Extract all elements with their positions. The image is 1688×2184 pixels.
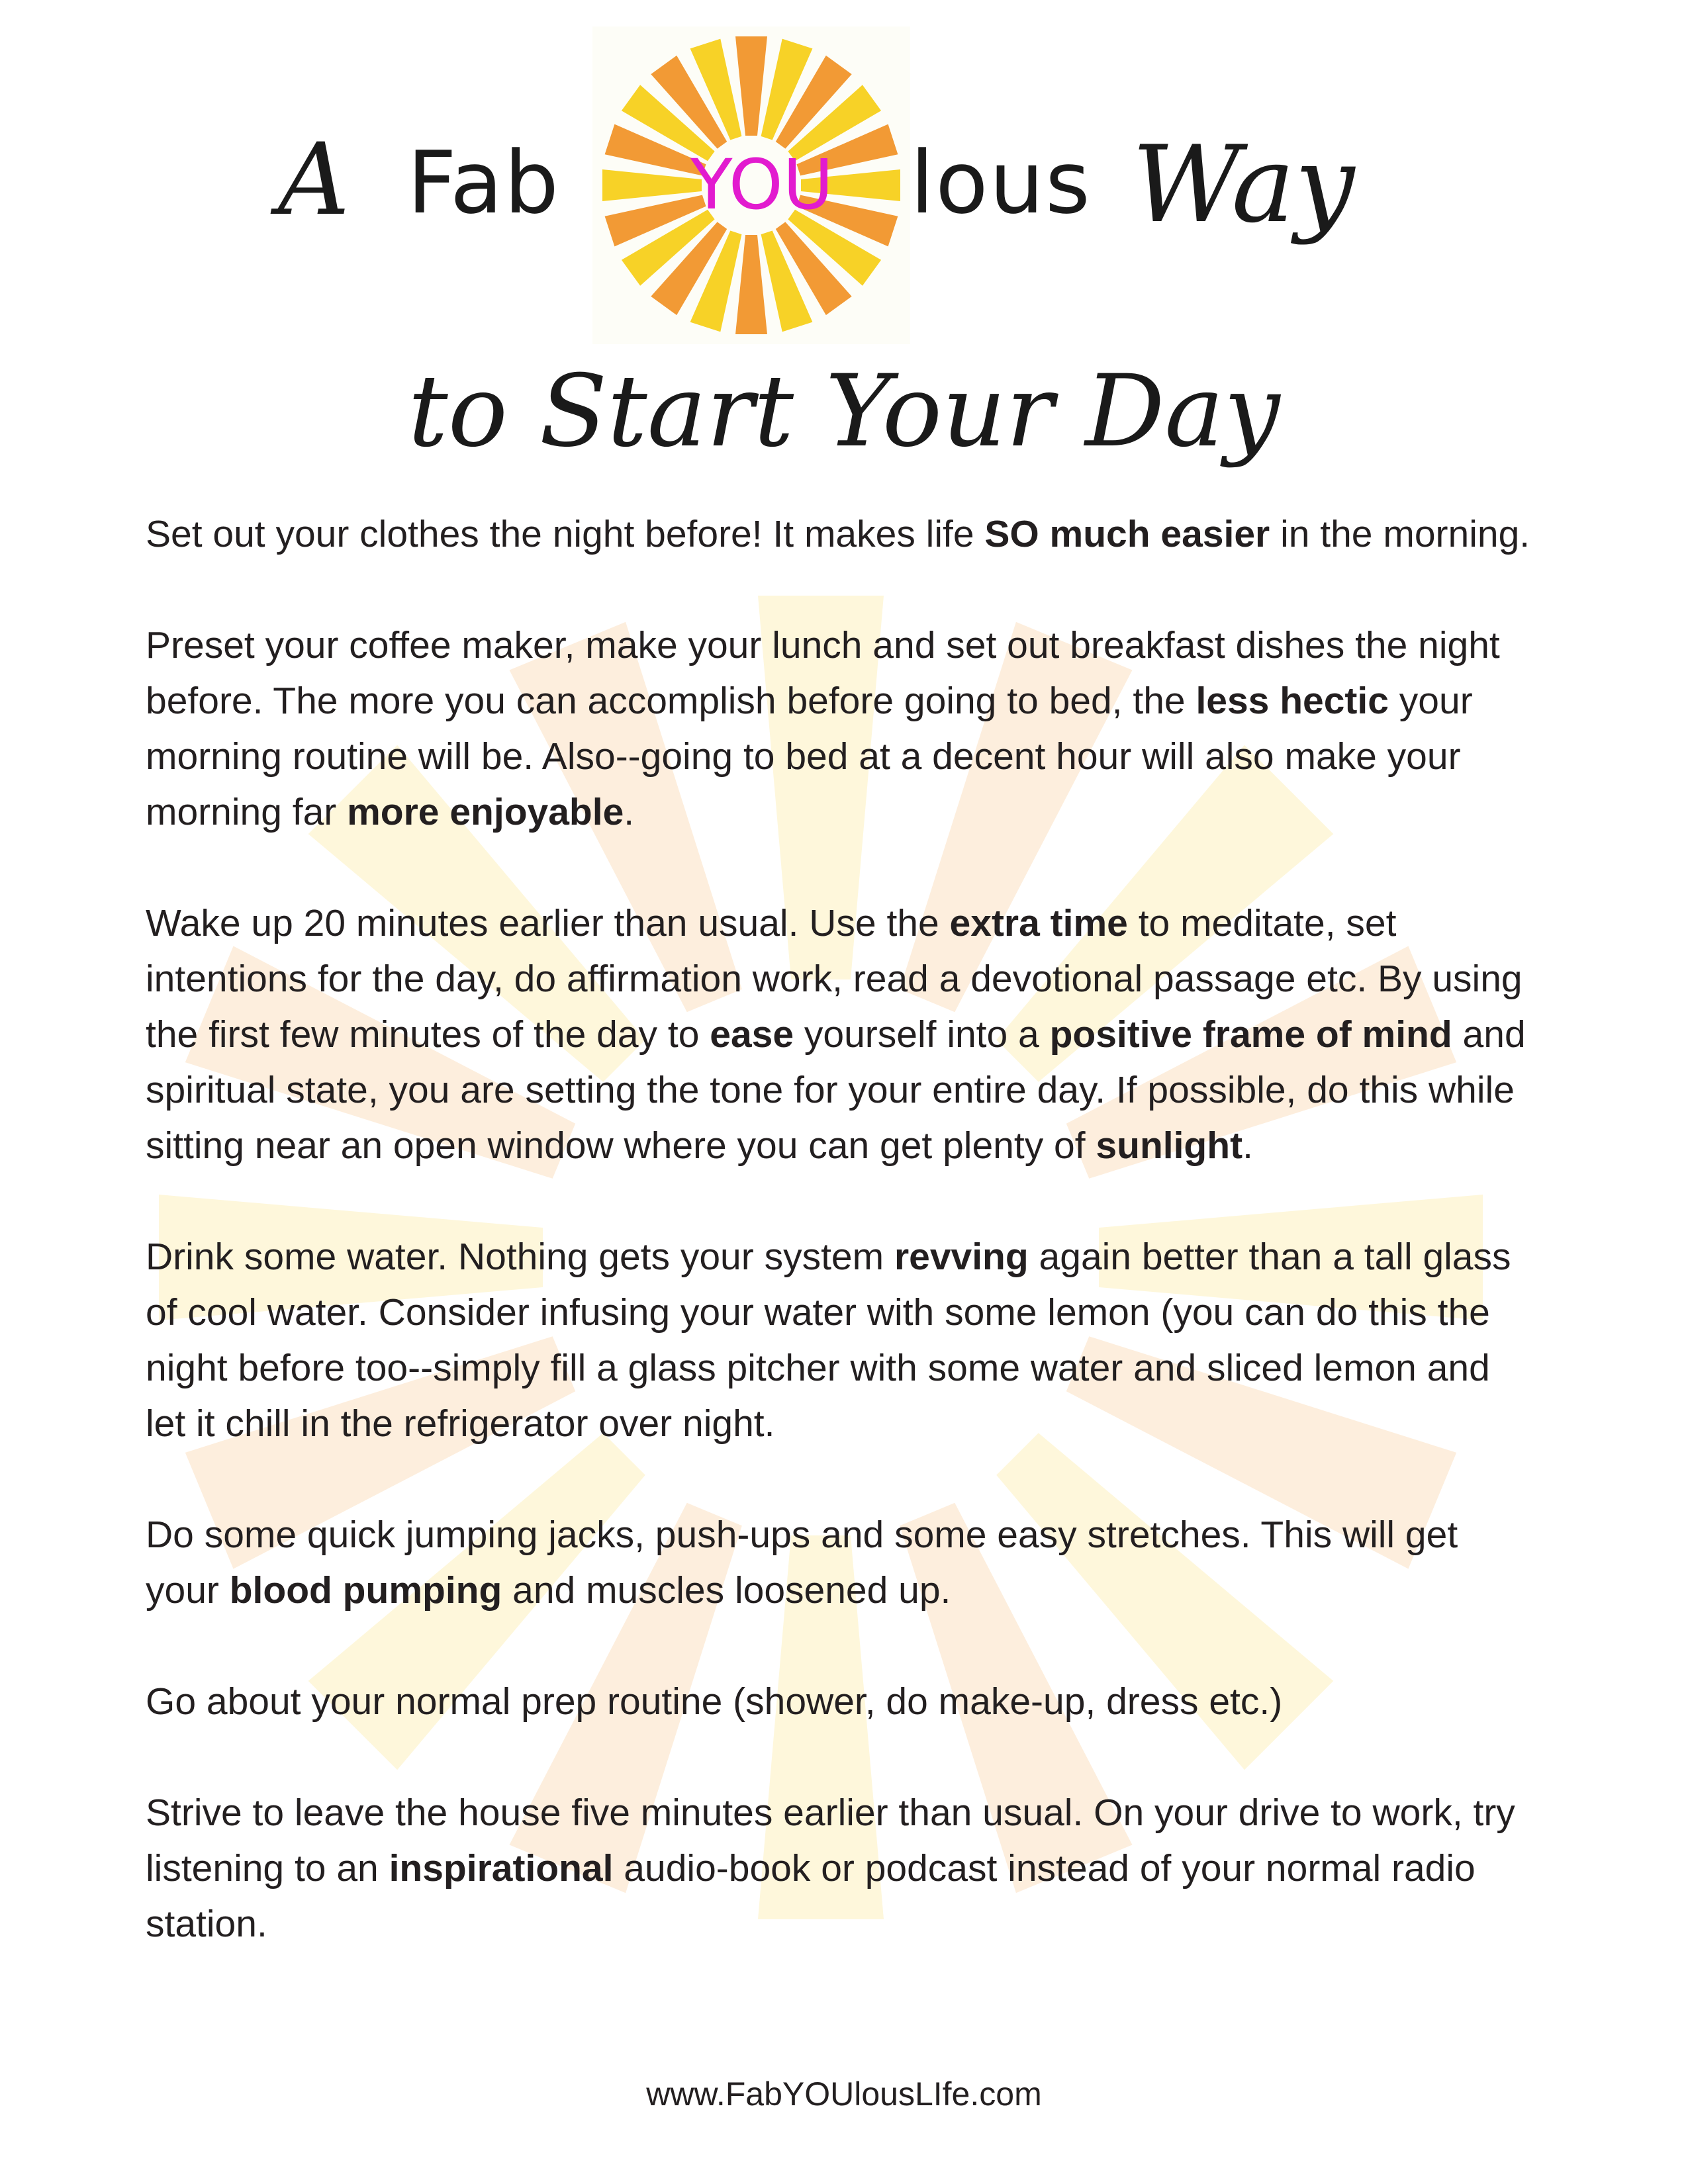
tip-paragraph: Preset your coffee maker, make your lunch and set out breakfast dishes the night before. The more you can accomplish before going to bed, the less hectic your morning routine will be. Also--going to bed at a decent hour will also make your morning far more enjoyable.: [146, 624, 1500, 833]
page-subtitle: to Start Your Day: [408, 354, 1280, 469]
tip-paragraph: Drink some water. Nothing gets your system revving again better than a tall glass of cool water. Consider infusing your water with some lemon (you can do this the night before too--simply fill a glass pitcher with some water and sliced lemon and let it chill in the refrigerator over night.: [146, 1236, 1511, 1445]
tip-paragraph: Do some quick jumping jacks, push-ups and some easy stretches. This will get your blood pumping and muscles loosened up.: [146, 1514, 1458, 1612]
title-word-fab: Fab: [407, 132, 561, 233]
tip-paragraph: Go about your normal prep routine (shower, do make-up, dress etc.): [146, 1680, 1283, 1723]
title-word-a: A: [278, 122, 350, 238]
footer-url: www.FabYOUlousLIfe.com: [646, 2075, 1042, 2113]
title-word-lous: lous: [910, 132, 1092, 233]
tip-paragraph: Strive to leave the house five minutes earlier than usual. On your drive to work, try listening to an inspirational audio-book or podcast instead of your normal radio station.: [146, 1792, 1515, 1945]
tip-paragraph: Set out your clothes the night before! It makes life SO much easier in the morning.: [146, 513, 1530, 555]
title-word-you: YOU: [690, 144, 833, 225]
tips-content: [146, 506, 1536, 2007]
title-word-way: Way: [1132, 122, 1355, 246]
tip-paragraph: Wake up 20 minutes earlier than usual. Use the extra time to meditate, set intentions for the day, do affirmation work, read a devotional passage etc. By using the first few minutes of the day to ease yourself into a positive frame of mind and spiritual state, you are setting the tone for your entire day. If possible, do this while sitting near an open window where you can get plenty of sunlight.: [146, 902, 1526, 1167]
